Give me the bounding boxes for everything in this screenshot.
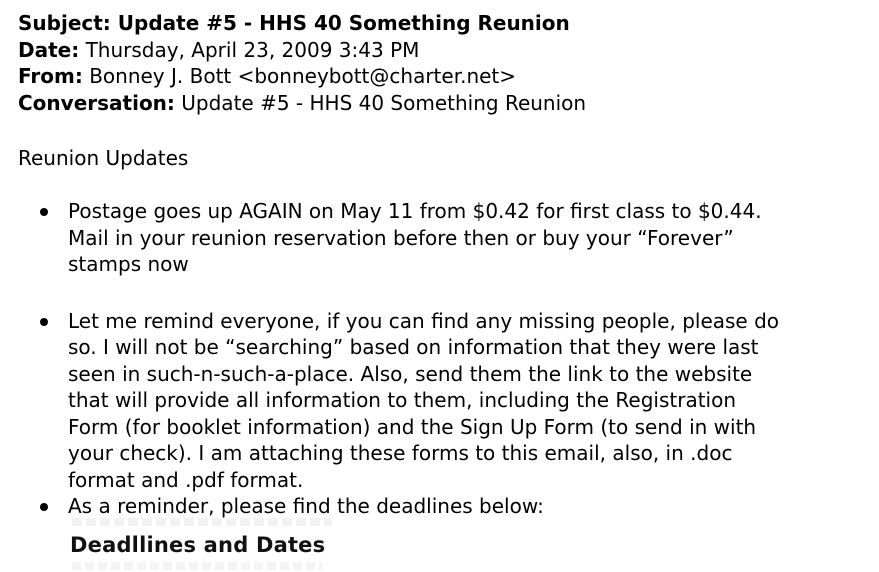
from-line xyxy=(18,63,586,90)
list-item-line: your check). I am attaching these forms to this email, also, in .doc xyxy=(68,441,733,465)
bullet-dot-icon xyxy=(40,318,48,326)
list-item-line: stamps now xyxy=(68,252,189,276)
list-item-line: so. I will not be “searching” based on information that they were last xyxy=(68,335,759,359)
list-item-line: Let me remind everyone, if you can find any missing people, please do xyxy=(68,308,780,333)
bullet-list xyxy=(0,198,879,520)
list-item-line: format and .pdf format. xyxy=(68,467,304,492)
deadlines-heading: Deadllines and Dates xyxy=(70,533,326,557)
list-item-line: Form (for booklet information) and the Sign Up Form (to send in with xyxy=(68,414,757,439)
list-item-line: Postage goes up AGAIN on May 11 from $0.42 for first class to $0.44. xyxy=(68,199,762,223)
faded-text-artifact xyxy=(72,562,322,570)
list-item-line: As a reminder, please find the deadlines below: xyxy=(68,494,544,518)
date-label: Date: xyxy=(18,37,80,62)
from-value[interactable]: Bonney J. Bott <bonneybott@charter.net> xyxy=(89,64,517,88)
bullet-dot-icon xyxy=(40,503,48,511)
list-item-line: that will provide all information to them, including the Registration xyxy=(68,388,737,412)
date-line xyxy=(18,37,586,64)
subject-value: Update #5 - HHS 40 Something Reunion xyxy=(117,11,570,35)
list-item xyxy=(0,308,868,494)
subject-label: Subject: xyxy=(18,11,111,35)
email-header xyxy=(18,10,586,116)
list-item xyxy=(0,198,868,278)
list-item xyxy=(0,493,868,520)
bullet-dot-icon xyxy=(40,208,48,216)
subject-line xyxy=(18,10,586,37)
list-item-line: Mail in your reunion reservation before then or buy your “Forever” xyxy=(68,225,734,250)
from-label: From: xyxy=(18,64,83,88)
conversation-label: Conversation: xyxy=(18,90,175,115)
intro-text: Reunion Updates xyxy=(18,146,189,170)
conversation-value: Update #5 - HHS 40 Something Reunion xyxy=(181,90,587,115)
faded-text-artifact xyxy=(72,518,332,526)
date-value: Thursday, April 23, 2009 3:43 PM xyxy=(85,37,420,62)
list-item-line: seen in such-n-such-a-place. Also, send them the link to the website xyxy=(68,361,753,386)
conversation-line xyxy=(18,90,586,117)
